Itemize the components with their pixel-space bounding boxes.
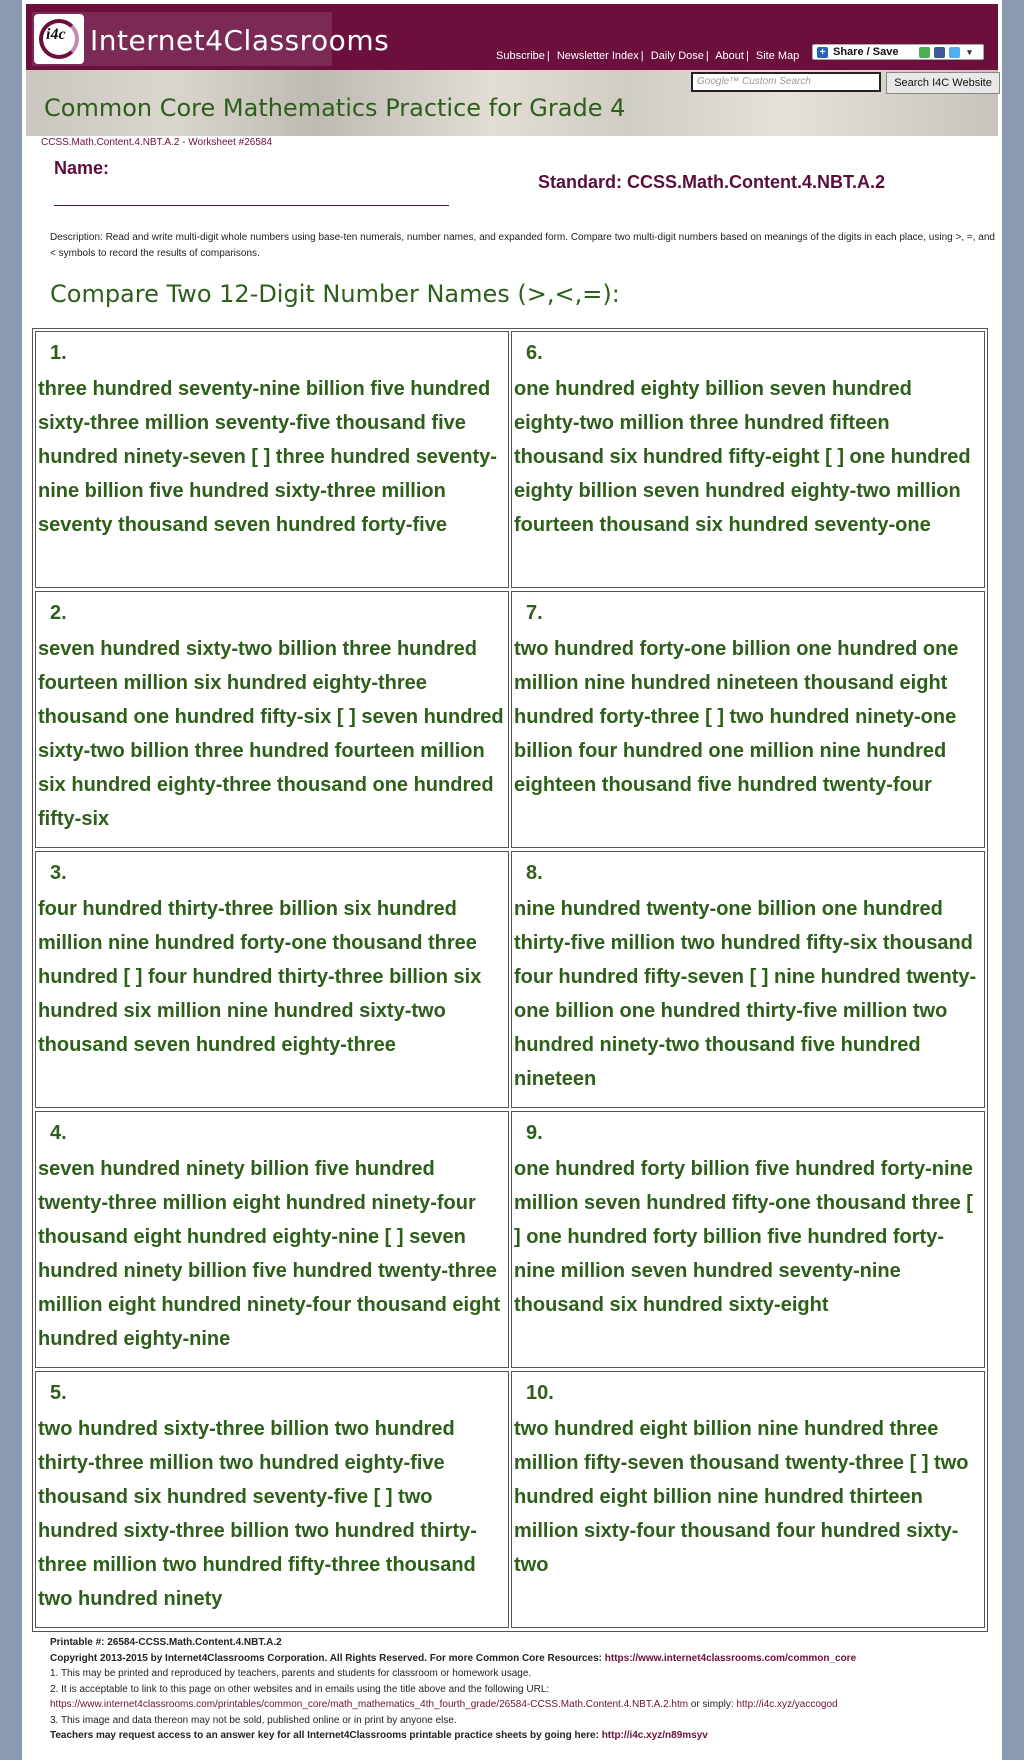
problem-number: 9.: [526, 1122, 543, 1144]
problem-cell: [35, 331, 509, 588]
top-nav: [496, 50, 799, 62]
footer-note-3: 3. This image and data thereon may not be sold, published online or in print by anyone else.: [50, 1714, 457, 1726]
share-plus-icon: +: [817, 47, 828, 58]
problem-cell: [35, 591, 509, 848]
problem-number: 2.: [50, 602, 67, 624]
short-url-link[interactable]: http://i4c.xyz/yaccogod: [736, 1699, 838, 1710]
site-header: [26, 4, 998, 70]
problem-text: two hundred forty-one billion one hundred one million nine hundred nineteen thousand eight hundred forty-three [ ] two hundred ninety-one billion four hundred one million nine hundred eighteen thousand five hundred twenty-four: [514, 638, 959, 796]
problem-text: seven hundred ninety billion five hundred twenty-three million eight hundred ninety-four thousand eight hundred eighty-nine [ ] seven hundred ninety billion five hundred twenty-three million eight hundred ninety-four thousand eight hundred eighty-nine: [38, 1158, 501, 1350]
footer-url-line: [50, 1697, 990, 1713]
problem-text: two hundred sixty-three billion two hundred thirty-three million two hundred eighty-five thousand six hundred seventy-five [ ] two hundred sixty-three billion two hundred thirty-three million two hundred fifty-three thousand two hundred ninety: [38, 1418, 477, 1610]
common-core-link[interactable]: https://www.internet4classrooms.com/common_core: [604, 1652, 857, 1664]
logo-text: i4c: [46, 26, 66, 43]
problem-cell: [35, 1111, 509, 1368]
problem-cell: [35, 851, 509, 1108]
nav-subscribe[interactable]: Subscribe: [496, 50, 545, 62]
twitter-icon[interactable]: [949, 47, 960, 58]
nav-site-map[interactable]: Site Map: [755, 50, 800, 62]
problem-cell: [511, 1111, 985, 1368]
problem-text: four hundred thirty-three billion six hundred million nine hundred forty-one thousand three hundred [ ] four hundred thirty-three billion six hundred six million nine hundred sixty-two thousand seven hundred eighty-three: [38, 898, 482, 1056]
nav-separator: |: [640, 50, 644, 62]
problem-number: 7.: [526, 602, 543, 624]
problem-cell: [511, 1371, 985, 1628]
footer-note-2: 2. It is acceptable to link to this page on other websites and in emails using the title above and the following URL:: [50, 1683, 550, 1695]
nav-separator: |: [705, 50, 709, 62]
banner: [26, 70, 998, 136]
description: Description: Read and write multi-digit whole numbers using base-ten numerals, number names, and expanded form. Compare two multi-digit numbers based on meanings of the digits in each place, using >, =, and < symbols to record the results of comparisons.: [50, 232, 995, 259]
nav-separator: |: [546, 50, 550, 62]
copyright-text: Copyright 2013-2015 by Internet4Classrooms Corporation. All Rights Reserved. For more Common Core Resources:: [50, 1652, 602, 1664]
nav-daily-dose[interactable]: Daily Dose: [650, 50, 704, 62]
problem-number: 1.: [50, 342, 67, 364]
nav-newsletter-index[interactable]: Newsletter Index: [556, 50, 639, 62]
site-logo[interactable]: [32, 12, 390, 66]
search-input[interactable]: Google™ Custom Search: [691, 72, 881, 92]
footer: [50, 1635, 990, 1744]
problem-text: seven hundred sixty-two billion three hundred fourteen million six hundred eighty-three thousand one hundred fifty-six [ ] seven hundred sixty-two billion three hundred fourteen million six hundred eighty-three thousand one hundred fifty-six: [38, 638, 504, 830]
problem-cell: [35, 1371, 509, 1628]
search-button[interactable]: Search I4C Website: [886, 72, 1000, 94]
problem-cell: [511, 591, 985, 848]
problem-cell: [511, 851, 985, 1108]
answer-key-line: [50, 1728, 990, 1744]
page-title: Common Core Mathematics Practice for Grade 4: [44, 94, 626, 122]
name-line: [54, 205, 449, 206]
answer-key-link[interactable]: http://i4c.xyz/n89msyv: [601, 1730, 708, 1741]
dropdown-icon[interactable]: ▾: [964, 47, 975, 58]
printable-number: Printable #: 26584-CCSS.Math.Content.4.NBT.A.2: [50, 1637, 282, 1648]
standard-label: Standard: CCSS.Math.Content.4.NBT.A.2: [538, 172, 886, 192]
problem-text: nine hundred twenty-one billion one hundred thirty-five million two hundred fifty-six thousand four hundred fifty-seven [ ] nine hundred twenty-one billion one hundred thirty-five million two hundred ninety-two thousand five hundred nineteen: [514, 898, 977, 1090]
copyright-line: [50, 1651, 990, 1667]
problem-text: one hundred eighty billion seven hundred eighty-two million three hundred fifteen thousand six hundred fifty-eight [ ] one hundred eighty billion seven hundred eighty-two million fourteen thousand six hundred seventy-one: [514, 378, 971, 536]
problem-text: two hundred eight billion nine hundred three million fifty-seven thousand twenty-three [ ] two hundred eight billion nine hundred thirteen million sixty-four thousand four hundred sixty-two: [514, 1418, 969, 1576]
page: [22, 0, 1002, 1760]
name-label: Name:: [54, 158, 110, 178]
nav-about[interactable]: About: [715, 50, 744, 62]
share-label: Share / Save: [833, 46, 899, 58]
problem-cell: [511, 331, 985, 588]
footer-note-1: 1. This may be printed and reproduced by teachers, parents and students for classroom or homework usage.: [50, 1668, 532, 1679]
problem-number: 4.: [50, 1122, 67, 1144]
problem-number: 3.: [50, 862, 67, 884]
problem-text: three hundred seventy-nine billion five hundred sixty-three million seventy-five thousand five hundred ninety-seven [ ] three hundred seventy-nine billion five hundred sixty-three million seventy thousand seven hundred forty-five: [38, 378, 497, 536]
worksheet-url-link[interactable]: https://www.internet4classrooms.com/printables/common_core/math_mathematics_4th_fourth_grade/26584-CCSS.Math.Content.4.NBT.A.2.htm: [50, 1699, 689, 1710]
logo-badge: [34, 14, 84, 64]
problem-number: 5.: [50, 1382, 67, 1404]
facebook-icon[interactable]: [934, 47, 945, 58]
problem-number: 8.: [526, 862, 543, 884]
worksheet-subtitle: CCSS.Math.Content.4.NBT.A.2 - Worksheet #26584: [41, 137, 273, 148]
share-save-button[interactable]: [812, 44, 984, 60]
problem-text: one hundred forty billion five hundred forty-nine million seven hundred fifty-one thousand three [ ] one hundred forty billion five hundred forty-nine million seven hundred seventy-nine thousand six hundred sixty-eight: [514, 1158, 973, 1316]
worksheet-heading: Compare Two 12-Digit Number Names (>,<,=):: [50, 280, 620, 308]
problem-number: 10.: [526, 1382, 554, 1404]
problems-grid: [32, 328, 988, 1632]
answer-key-text: Teachers may request access to an answer key for all Internet4Classrooms printable practice sheets by going here:: [50, 1730, 599, 1741]
site-name: Internet4Classrooms: [90, 24, 390, 57]
share-refresh-icon[interactable]: [919, 47, 930, 58]
url-or-text: or simply:: [690, 1699, 734, 1710]
nav-separator: |: [745, 50, 749, 62]
problem-number: 6.: [526, 342, 543, 364]
